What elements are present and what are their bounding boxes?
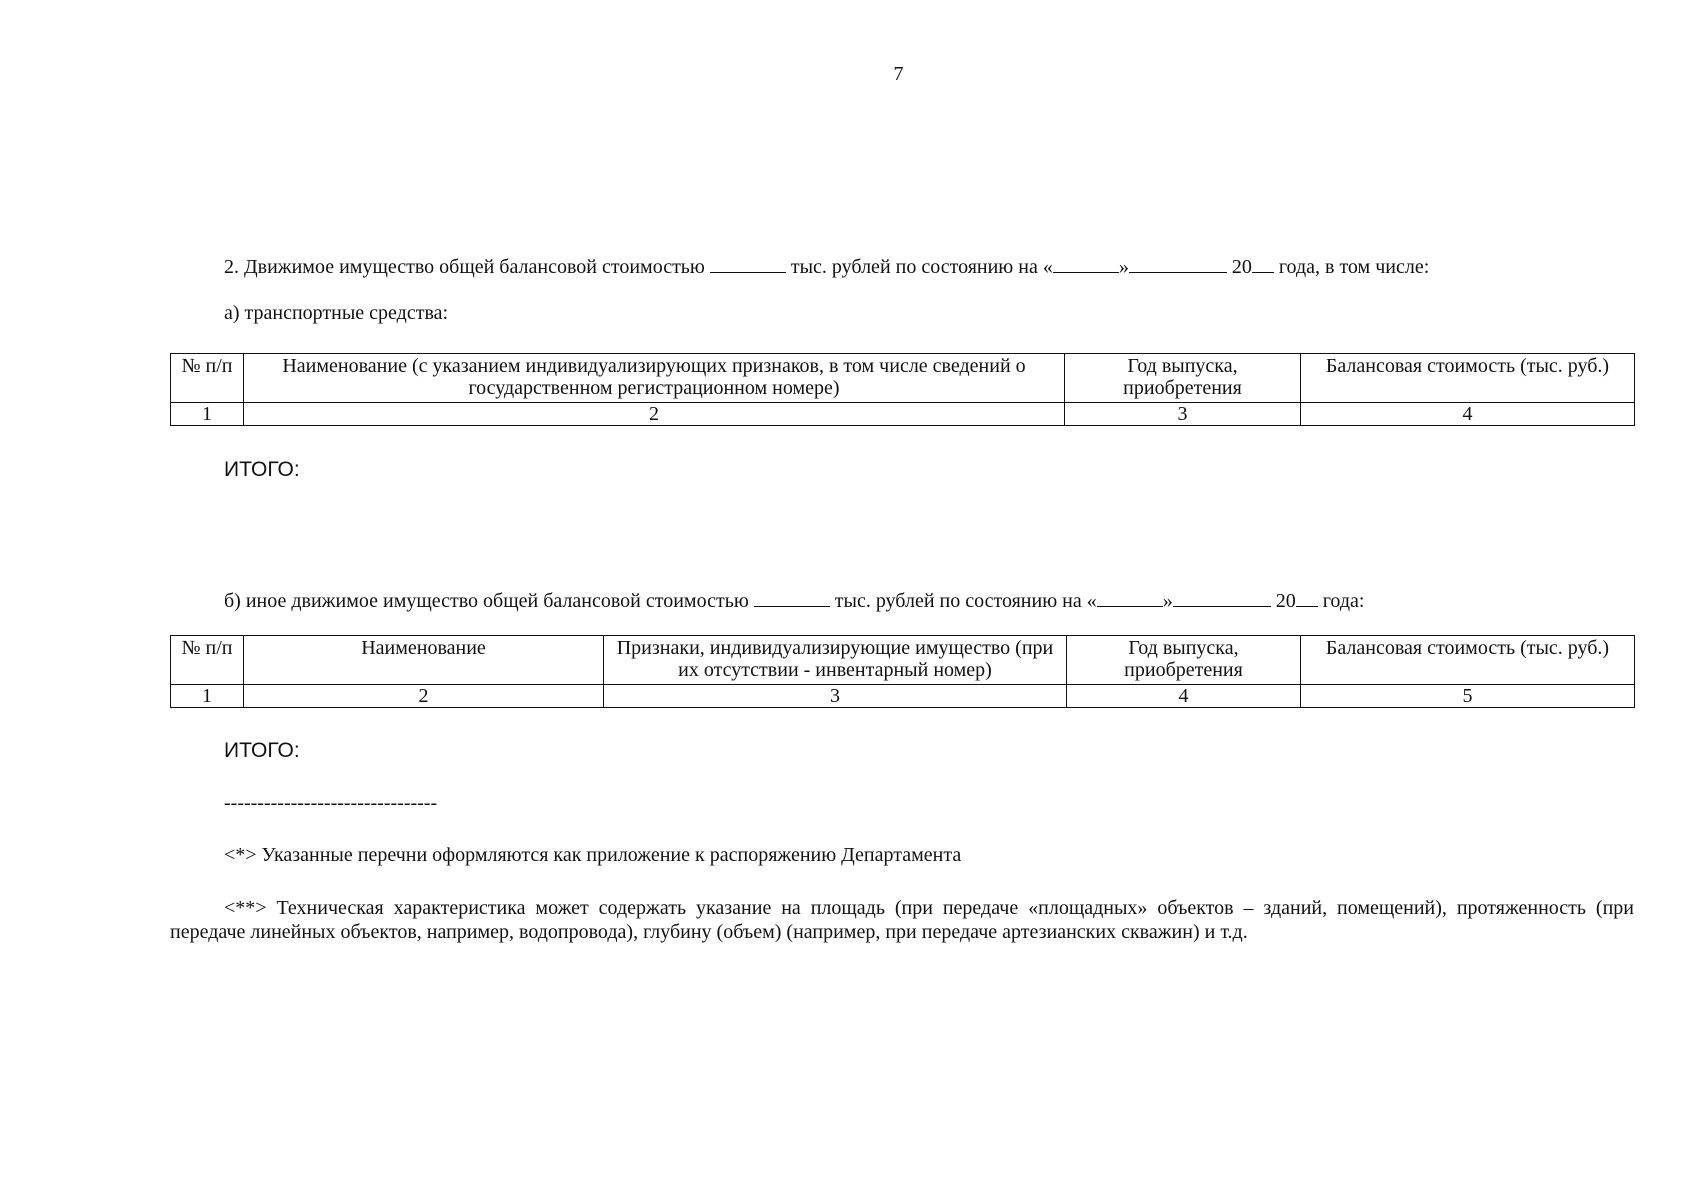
value-blank bbox=[754, 588, 830, 607]
table-header-row bbox=[171, 636, 1635, 685]
section-2-text-end: года, в том числе: bbox=[1278, 256, 1430, 278]
section-b-text-mid: тыс. рублей по состоянию на « bbox=[834, 590, 1097, 612]
header-cell: № п/п bbox=[171, 636, 244, 685]
table-header-row bbox=[171, 354, 1635, 403]
header-cell: Балансовая стоимость (тыс. руб.) bbox=[1301, 636, 1635, 685]
section-b-text-start: б) иное движимое имущество общей балансовой стоимостью bbox=[224, 590, 749, 612]
year-blank bbox=[1296, 588, 1318, 607]
header-cell: Признаки, индивидуализирующие имущество (при их отсутствии - инвентарный номер) bbox=[604, 636, 1067, 685]
other-property-table bbox=[170, 635, 1635, 708]
number-cell: 2 bbox=[244, 685, 604, 708]
section-2-text-mid: тыс. рублей по состоянию на « bbox=[790, 256, 1053, 278]
header-cell: Год выпуска, приобретения bbox=[1065, 354, 1301, 403]
section-b-total: ИТОГО: bbox=[224, 739, 300, 762]
value-blank bbox=[710, 254, 786, 273]
day-blank bbox=[1053, 254, 1119, 273]
page-number: 7 bbox=[893, 63, 904, 85]
year-blank bbox=[1252, 254, 1274, 273]
footnote-separator: -------------------------------- bbox=[224, 792, 438, 814]
table-number-row bbox=[171, 685, 1635, 708]
number-cell: 5 bbox=[1301, 685, 1635, 708]
number-cell: 1 bbox=[171, 403, 244, 426]
table-number-row bbox=[171, 403, 1635, 426]
header-cell: № п/п bbox=[171, 354, 244, 403]
number-cell: 4 bbox=[1301, 403, 1635, 426]
section-2-heading bbox=[224, 254, 1429, 279]
number-cell: 2 bbox=[244, 403, 1065, 426]
section-b-year: 20 bbox=[1275, 590, 1296, 612]
number-cell: 1 bbox=[171, 685, 244, 708]
number-cell: 3 bbox=[604, 685, 1067, 708]
vehicles-table bbox=[170, 353, 1635, 426]
section-b-quote-close: » bbox=[1162, 590, 1173, 612]
section-2-text-start: 2. Движимое имущество общей балансовой стоимостью bbox=[224, 256, 705, 278]
header-cell: Балансовая стоимость (тыс. руб.) bbox=[1301, 354, 1635, 403]
section-b-text-end: года: bbox=[1322, 590, 1365, 612]
footnote-1: <*> Указанные перечни оформляются как приложение к распоряжению Департамента bbox=[224, 844, 962, 866]
section-2-quote-close: » bbox=[1118, 256, 1129, 278]
header-cell: Наименование bbox=[244, 636, 604, 685]
section-a-title: а) транспортные средства: bbox=[224, 302, 449, 324]
month-blank bbox=[1173, 588, 1271, 607]
day-blank bbox=[1097, 588, 1163, 607]
month-blank bbox=[1129, 254, 1227, 273]
section-b-heading bbox=[224, 588, 1364, 613]
footnote-2: <**> Техническая характеристика может содержать указание на площадь (при передаче «площадных» объектов – зданий, помещений), протяженность (при передаче линейных объектов, например, водопровода), глубину (объем) (например, при передаче артезианских скважин) и т.д. bbox=[170, 897, 1634, 943]
number-cell: 3 bbox=[1065, 403, 1301, 426]
header-cell: Год выпуска, приобретения bbox=[1067, 636, 1301, 685]
header-cell: Наименование (с указанием индивидуализирующих признаков, в том числе сведений о государственном регистрационном номере) bbox=[244, 354, 1065, 403]
number-cell: 4 bbox=[1067, 685, 1301, 708]
section-2-year: 20 bbox=[1231, 256, 1252, 278]
section-a-total: ИТОГО: bbox=[224, 458, 300, 481]
